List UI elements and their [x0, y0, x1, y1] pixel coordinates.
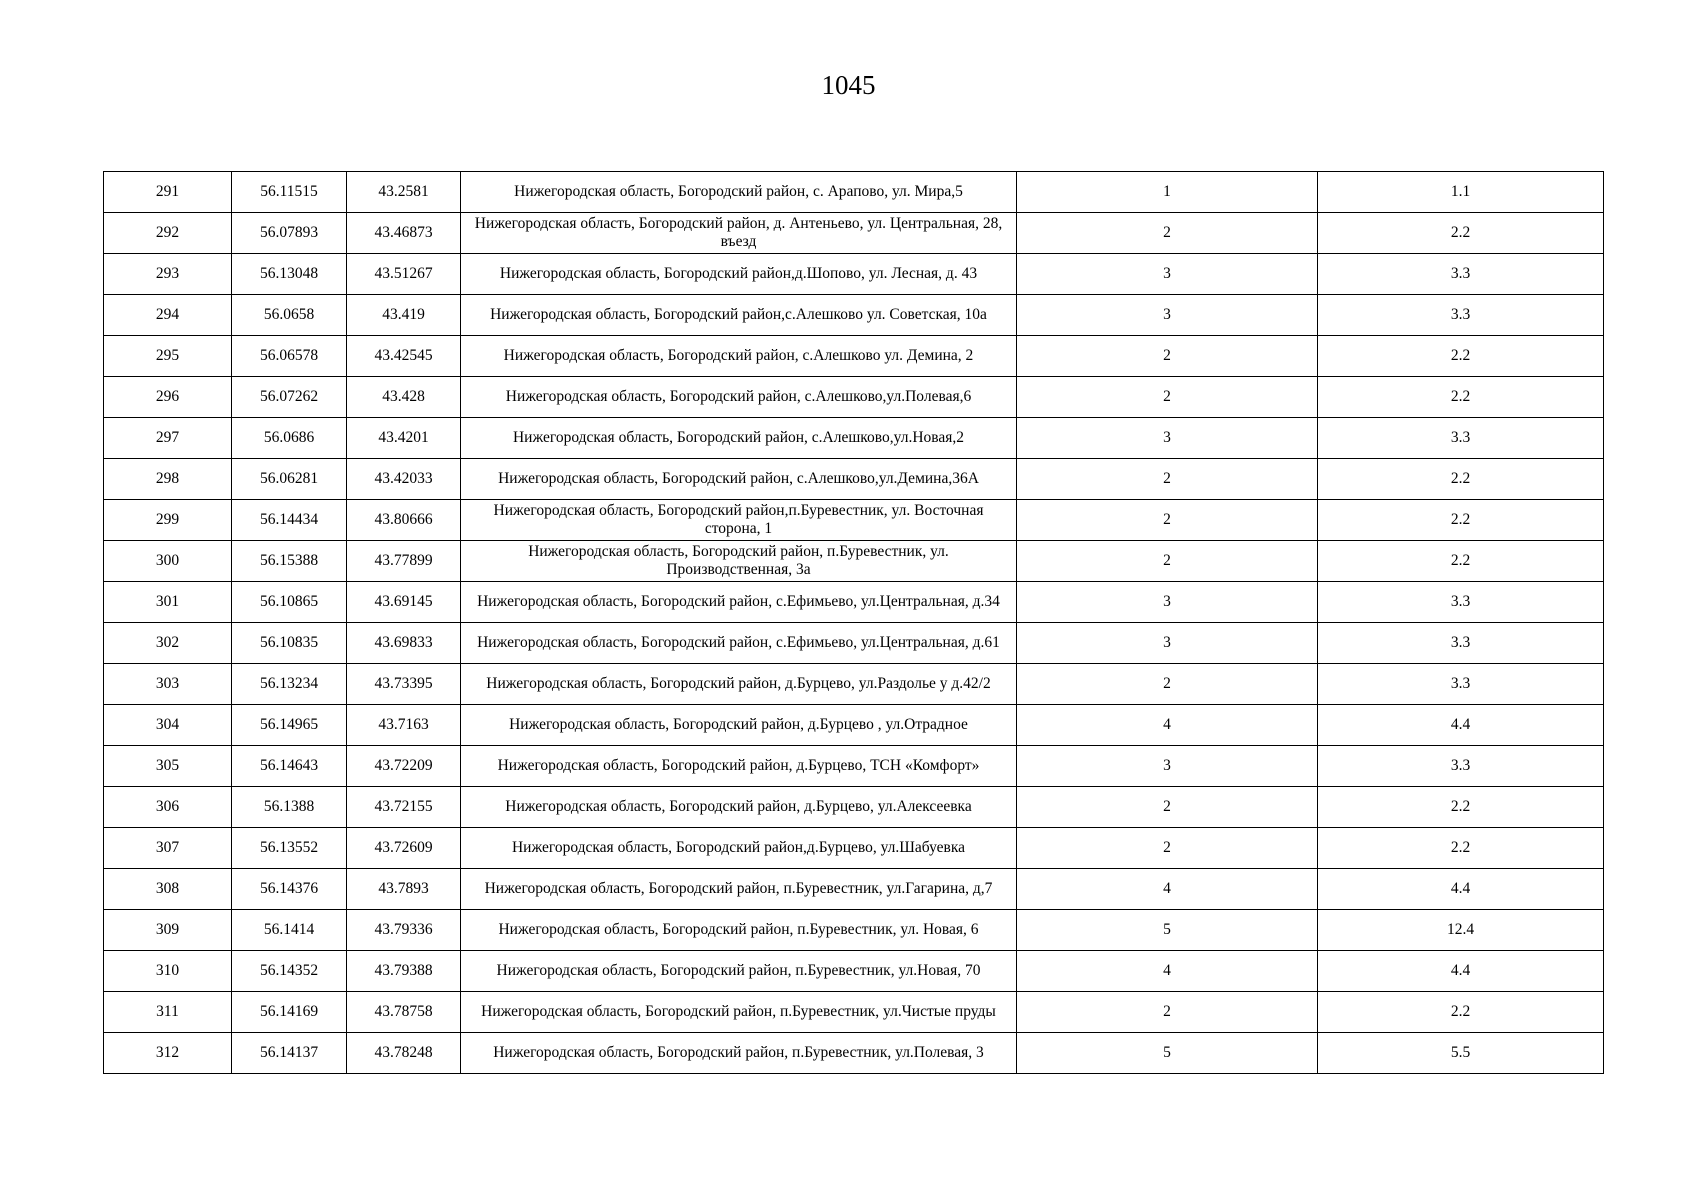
table-row — [104, 705, 1604, 746]
table-row — [104, 746, 1604, 787]
table-row — [104, 541, 1604, 582]
longitude-cell: 43.7893 — [347, 869, 461, 910]
volume-cell: 1.1 — [1318, 172, 1604, 213]
longitude-cell: 43.72609 — [347, 828, 461, 869]
row-number-cell: 293 — [104, 254, 232, 295]
table-row — [104, 295, 1604, 336]
row-number-cell: 296 — [104, 377, 232, 418]
container-count-cell: 2 — [1017, 992, 1318, 1033]
table-row — [104, 664, 1604, 705]
address-cell: Нижегородская область, Богородский район, д.Бурцево, ул.Алексеевка — [461, 787, 1017, 828]
latitude-cell: 56.14169 — [232, 992, 347, 1033]
row-number-cell: 300 — [104, 541, 232, 582]
address-cell: Нижегородская область, Богородский район, п.Буревестник, ул. Новая, 6 — [461, 910, 1017, 951]
longitude-cell: 43.79388 — [347, 951, 461, 992]
container-count-cell: 1 — [1017, 172, 1318, 213]
latitude-cell: 56.13552 — [232, 828, 347, 869]
volume-cell: 3.3 — [1318, 664, 1604, 705]
row-number-cell: 291 — [104, 172, 232, 213]
table-row — [104, 459, 1604, 500]
row-number-cell: 307 — [104, 828, 232, 869]
row-number-cell: 294 — [104, 295, 232, 336]
row-number-cell: 299 — [104, 500, 232, 541]
address-cell: Нижегородская область, Богородский район, п.Буревестник, ул.Полевая, 3 — [461, 1033, 1017, 1074]
latitude-cell: 56.07262 — [232, 377, 347, 418]
longitude-cell: 43.78248 — [347, 1033, 461, 1074]
container-count-cell: 3 — [1017, 582, 1318, 623]
row-number-cell: 301 — [104, 582, 232, 623]
container-count-cell: 5 — [1017, 910, 1318, 951]
longitude-cell: 43.42545 — [347, 336, 461, 377]
latitude-cell: 56.13048 — [232, 254, 347, 295]
row-number-cell: 302 — [104, 623, 232, 664]
latitude-cell: 56.11515 — [232, 172, 347, 213]
longitude-cell: 43.7163 — [347, 705, 461, 746]
latitude-cell: 56.14376 — [232, 869, 347, 910]
longitude-cell: 43.77899 — [347, 541, 461, 582]
address-cell: Нижегородская область, Богородский район, с.Алешково ул. Демина, 2 — [461, 336, 1017, 377]
row-number-cell: 298 — [104, 459, 232, 500]
longitude-cell: 43.73395 — [347, 664, 461, 705]
latitude-cell: 56.14965 — [232, 705, 347, 746]
table-body — [104, 172, 1604, 1074]
longitude-cell: 43.79336 — [347, 910, 461, 951]
address-cell: Нижегородская область, Богородский район, д.Бурцево, ул.Раздолье у д.42/2 — [461, 664, 1017, 705]
container-count-cell: 3 — [1017, 623, 1318, 664]
table-row — [104, 500, 1604, 541]
container-count-cell: 4 — [1017, 705, 1318, 746]
latitude-cell: 56.1388 — [232, 787, 347, 828]
latitude-cell: 56.14352 — [232, 951, 347, 992]
row-number-cell: 305 — [104, 746, 232, 787]
latitude-cell: 56.06281 — [232, 459, 347, 500]
address-cell: Нижегородская область, Богородский район, с.Алешково,ул.Новая,2 — [461, 418, 1017, 459]
longitude-cell: 43.4201 — [347, 418, 461, 459]
longitude-cell: 43.428 — [347, 377, 461, 418]
container-count-cell: 2 — [1017, 787, 1318, 828]
table-row — [104, 828, 1604, 869]
latitude-cell: 56.0686 — [232, 418, 347, 459]
volume-cell: 2.2 — [1318, 992, 1604, 1033]
volume-cell: 3.3 — [1318, 295, 1604, 336]
address-cell: Нижегородская область, Богородский район, д.Бурцево , ул.Отрадное — [461, 705, 1017, 746]
table-row — [104, 582, 1604, 623]
volume-cell: 3.3 — [1318, 418, 1604, 459]
row-number-cell: 312 — [104, 1033, 232, 1074]
row-number-cell: 304 — [104, 705, 232, 746]
row-number-cell: 306 — [104, 787, 232, 828]
volume-cell: 2.2 — [1318, 500, 1604, 541]
address-cell: Нижегородская область, Богородский район, с.Алешково,ул.Полевая,6 — [461, 377, 1017, 418]
row-number-cell: 311 — [104, 992, 232, 1033]
volume-cell: 5.5 — [1318, 1033, 1604, 1074]
volume-cell: 3.3 — [1318, 254, 1604, 295]
container-count-cell: 2 — [1017, 500, 1318, 541]
latitude-cell: 56.10865 — [232, 582, 347, 623]
address-cell: Нижегородская область, Богородский район, с.Ефимьево, ул.Центральная, д.34 — [461, 582, 1017, 623]
latitude-cell: 56.14434 — [232, 500, 347, 541]
longitude-cell: 43.2581 — [347, 172, 461, 213]
latitude-cell: 56.15388 — [232, 541, 347, 582]
latitude-cell: 56.07893 — [232, 213, 347, 254]
container-count-cell: 4 — [1017, 951, 1318, 992]
volume-cell: 4.4 — [1318, 951, 1604, 992]
table-row — [104, 910, 1604, 951]
container-count-cell: 2 — [1017, 336, 1318, 377]
volume-cell: 2.2 — [1318, 213, 1604, 254]
longitude-cell: 43.72209 — [347, 746, 461, 787]
address-cell: Нижегородская область, Богородский район,п.Буревестник, ул. Восточная сторона, 1 — [461, 500, 1017, 541]
container-count-cell: 3 — [1017, 254, 1318, 295]
latitude-cell: 56.10835 — [232, 623, 347, 664]
address-cell: Нижегородская область, Богородский район, п.Буревестник, ул.Новая, 70 — [461, 951, 1017, 992]
address-cell: Нижегородская область, Богородский район,д.Шопово, ул. Лесная, д. 43 — [461, 254, 1017, 295]
address-cell: Нижегородская область, Богородский район,д.Бурцево, ул.Шабуевка — [461, 828, 1017, 869]
volume-cell: 3.3 — [1318, 746, 1604, 787]
container-count-cell: 2 — [1017, 213, 1318, 254]
latitude-cell: 56.0658 — [232, 295, 347, 336]
row-number-cell: 297 — [104, 418, 232, 459]
volume-cell: 3.3 — [1318, 623, 1604, 664]
address-cell: Нижегородская область, Богородский район, п.Буревестник, ул.Чистые пруды — [461, 992, 1017, 1033]
address-cell: Нижегородская область, Богородский район, п.Буревестник, ул.Гагарина, д,7 — [461, 869, 1017, 910]
volume-cell: 4.4 — [1318, 869, 1604, 910]
row-number-cell: 309 — [104, 910, 232, 951]
container-count-cell: 3 — [1017, 746, 1318, 787]
table-row — [104, 869, 1604, 910]
latitude-cell: 56.06578 — [232, 336, 347, 377]
container-count-cell: 3 — [1017, 295, 1318, 336]
volume-cell: 2.2 — [1318, 828, 1604, 869]
address-cell: Нижегородская область, Богородский район, д. Антеньево, ул. Центральная, 28, въезд — [461, 213, 1017, 254]
latitude-cell: 56.1414 — [232, 910, 347, 951]
table-row — [104, 377, 1604, 418]
container-count-cell: 5 — [1017, 1033, 1318, 1074]
longitude-cell: 43.72155 — [347, 787, 461, 828]
table-row — [104, 992, 1604, 1033]
longitude-cell: 43.80666 — [347, 500, 461, 541]
container-sites-table — [103, 171, 1604, 1074]
volume-cell: 12.4 — [1318, 910, 1604, 951]
row-number-cell: 308 — [104, 869, 232, 910]
volume-cell: 2.2 — [1318, 787, 1604, 828]
address-cell: Нижегородская область, Богородский район, п.Буревестник, ул. Производственная, 3а — [461, 541, 1017, 582]
page-number: 1045 — [821, 70, 876, 100]
table-row — [104, 951, 1604, 992]
container-count-cell: 2 — [1017, 459, 1318, 500]
table-row — [104, 418, 1604, 459]
longitude-cell: 43.51267 — [347, 254, 461, 295]
container-count-cell: 2 — [1017, 664, 1318, 705]
table-row — [104, 213, 1604, 254]
latitude-cell: 56.14643 — [232, 746, 347, 787]
longitude-cell: 43.78758 — [347, 992, 461, 1033]
row-number-cell: 303 — [104, 664, 232, 705]
address-cell: Нижегородская область, Богородский район, с.Алешково,ул.Демина,36А — [461, 459, 1017, 500]
volume-cell: 2.2 — [1318, 541, 1604, 582]
container-count-cell: 3 — [1017, 418, 1318, 459]
volume-cell: 4.4 — [1318, 705, 1604, 746]
volume-cell: 3.3 — [1318, 582, 1604, 623]
longitude-cell: 43.46873 — [347, 213, 461, 254]
table-row — [104, 623, 1604, 664]
container-count-cell: 4 — [1017, 869, 1318, 910]
container-count-cell: 2 — [1017, 377, 1318, 418]
table-row — [104, 787, 1604, 828]
address-cell: Нижегородская область, Богородский район, с.Ефимьево, ул.Центральная, д.61 — [461, 623, 1017, 664]
table-row — [104, 254, 1604, 295]
table-row — [104, 172, 1604, 213]
volume-cell: 2.2 — [1318, 336, 1604, 377]
longitude-cell: 43.419 — [347, 295, 461, 336]
row-number-cell: 310 — [104, 951, 232, 992]
table-row — [104, 336, 1604, 377]
row-number-cell: 292 — [104, 213, 232, 254]
latitude-cell: 56.14137 — [232, 1033, 347, 1074]
table-row — [104, 1033, 1604, 1074]
address-cell: Нижегородская область, Богородский район, д.Бурцево, ТСН «Комфорт» — [461, 746, 1017, 787]
volume-cell: 2.2 — [1318, 459, 1604, 500]
container-count-cell: 2 — [1017, 541, 1318, 582]
container-count-cell: 2 — [1017, 828, 1318, 869]
address-cell: Нижегородская область, Богородский район,с.Алешково ул. Советская, 10а — [461, 295, 1017, 336]
latitude-cell: 56.13234 — [232, 664, 347, 705]
longitude-cell: 43.69145 — [347, 582, 461, 623]
longitude-cell: 43.42033 — [347, 459, 461, 500]
address-cell: Нижегородская область, Богородский район, с. Арапово, ул. Мира,5 — [461, 172, 1017, 213]
volume-cell: 2.2 — [1318, 377, 1604, 418]
longitude-cell: 43.69833 — [347, 623, 461, 664]
row-number-cell: 295 — [104, 336, 232, 377]
